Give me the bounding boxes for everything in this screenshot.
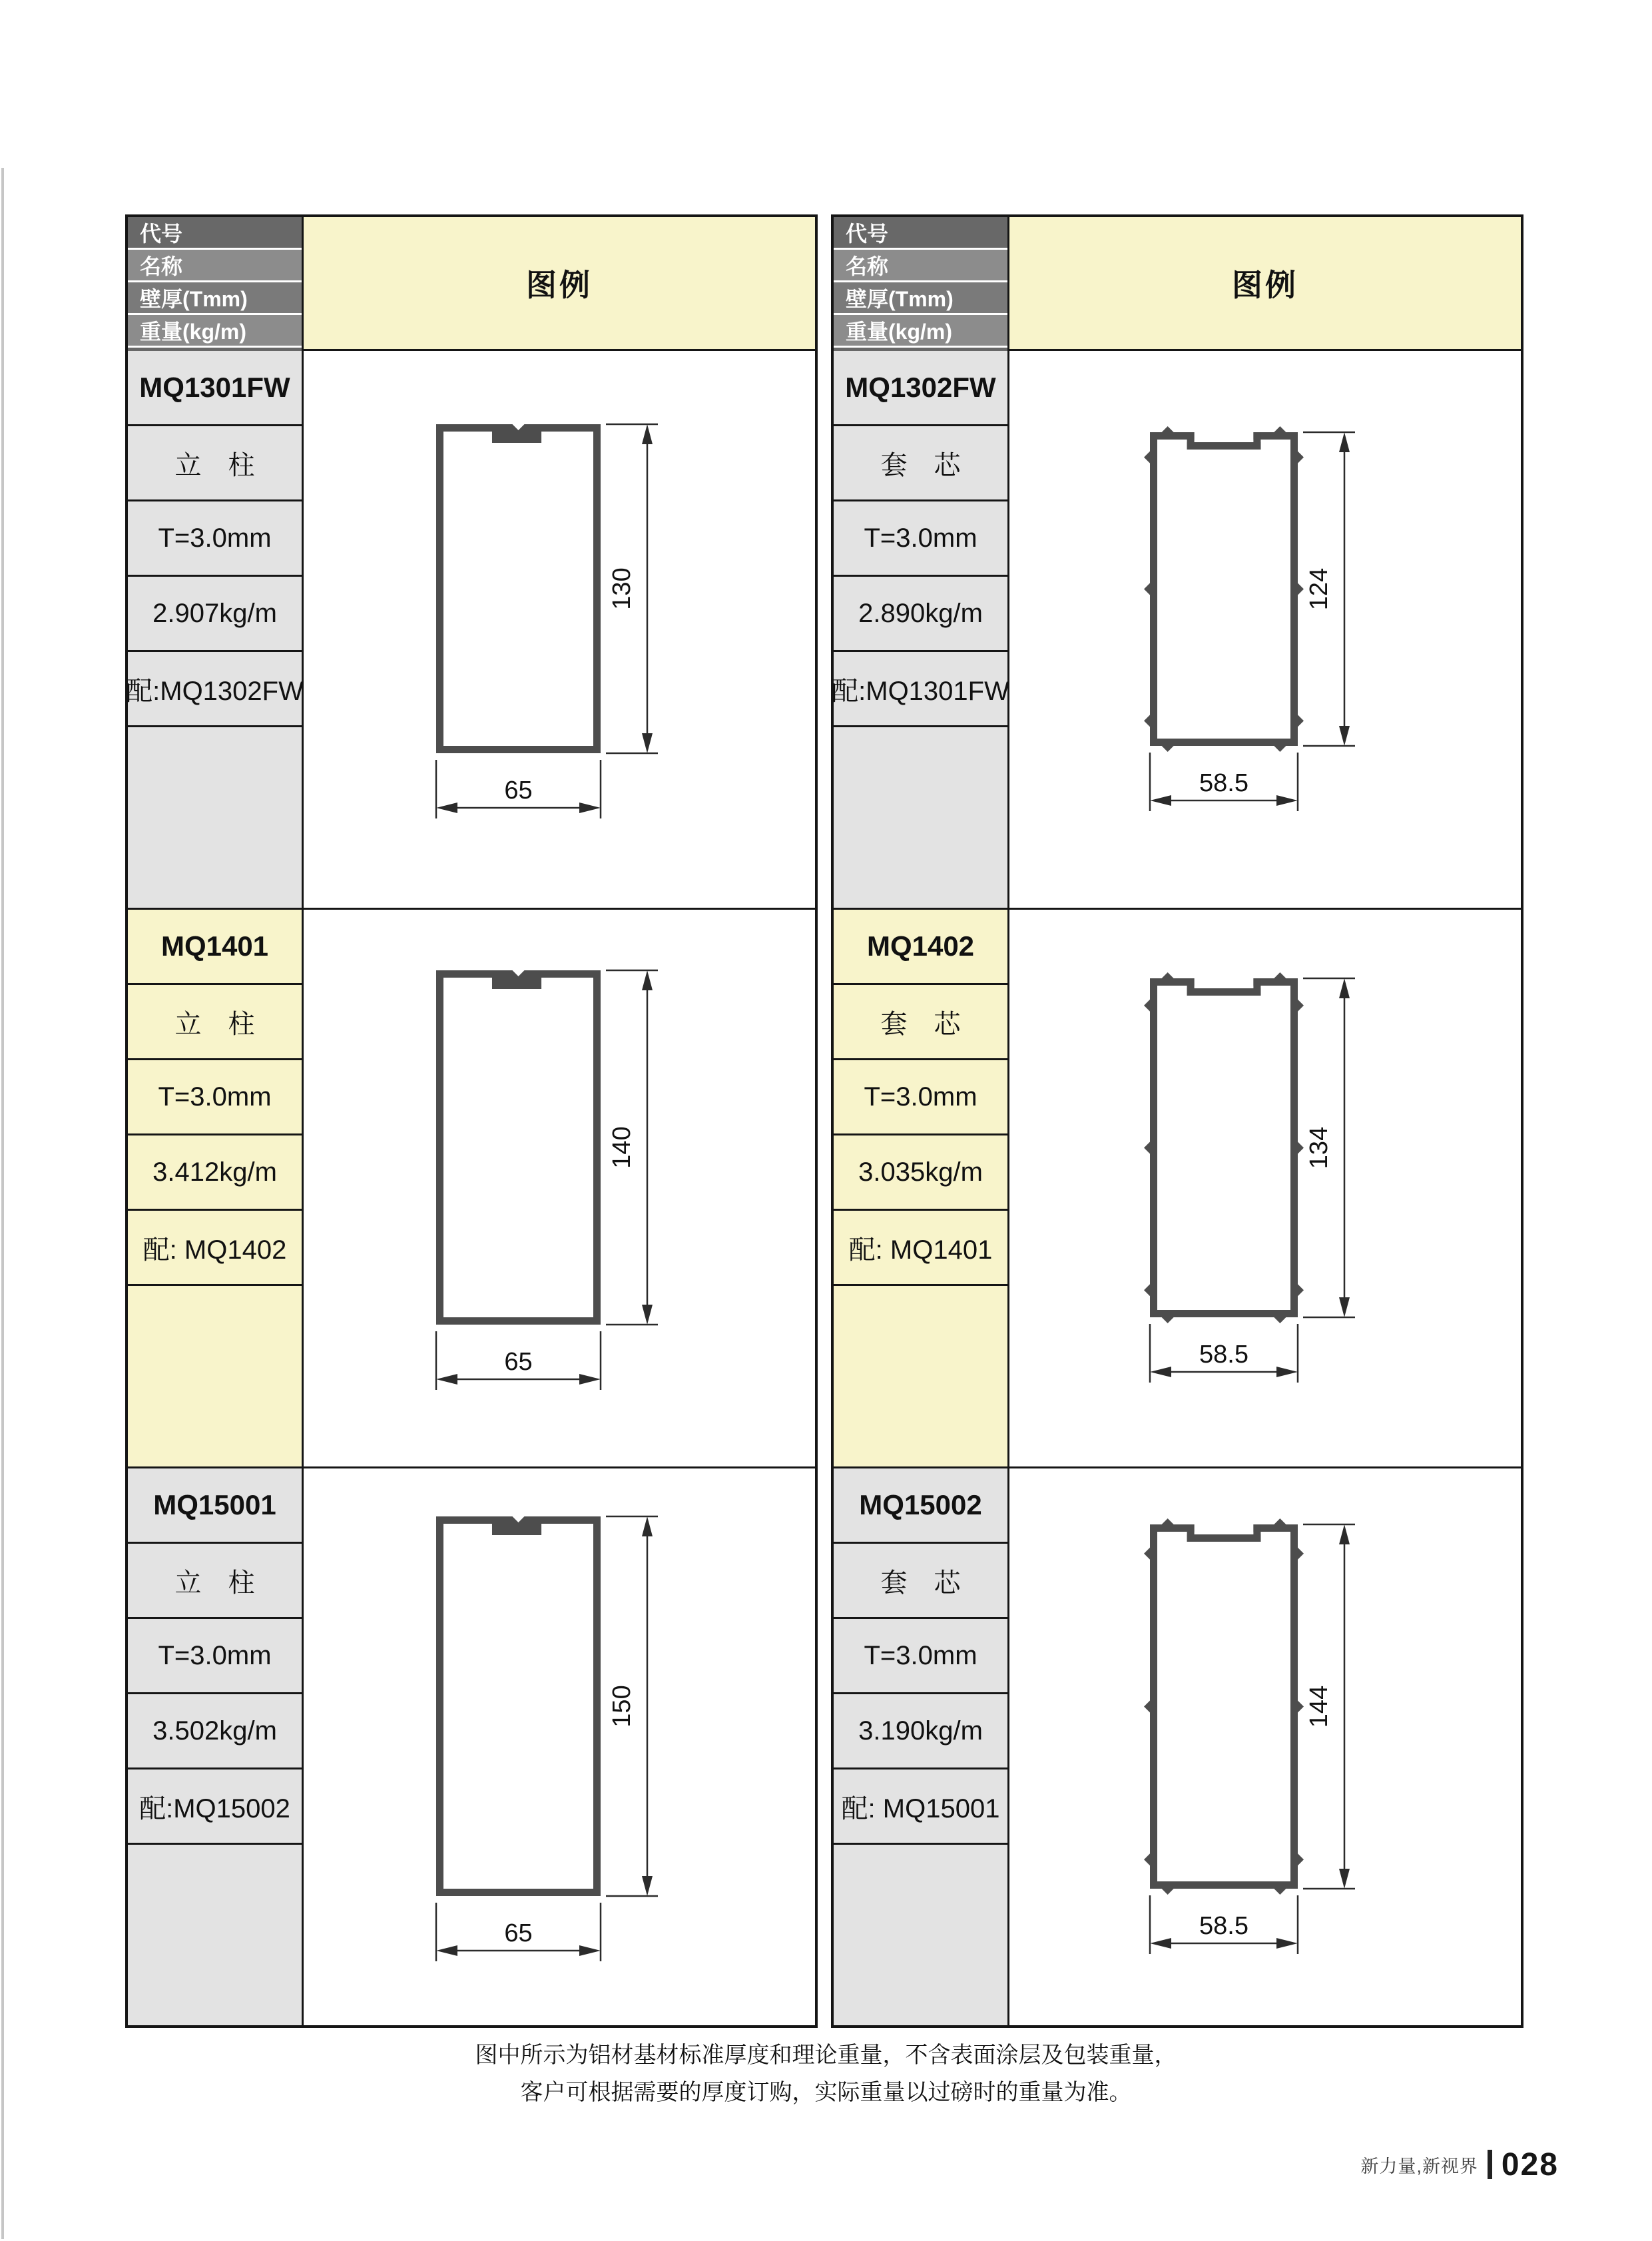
svg-text:140: 140 — [607, 1126, 636, 1169]
footer-note — [0, 2037, 1652, 2111]
product-name: 立 柱 — [128, 1544, 302, 1619]
empty-cell — [128, 1286, 302, 1466]
product-match: 配:MQ15002 — [128, 1769, 302, 1845]
product-block-mq15001 — [128, 1468, 815, 2025]
product-block-mq1402 — [834, 910, 1521, 1468]
figure-cell — [304, 1468, 815, 2025]
product-labels — [128, 910, 304, 1466]
svg-text:130: 130 — [607, 567, 636, 610]
product-labels — [834, 1468, 1009, 2025]
spec-table-right — [831, 214, 1523, 2028]
legend-header: 图例 — [1009, 217, 1521, 349]
profile-drawing — [1143, 423, 1387, 836]
legend-header: 图例 — [304, 217, 815, 349]
profile-drawing — [1143, 1515, 1387, 1979]
empty-cell — [834, 1845, 1007, 2025]
figure-cell — [304, 910, 815, 1466]
svg-text:65: 65 — [503, 1919, 533, 1947]
product-weight: 2.907kg/m — [128, 577, 302, 652]
product-thickness: T=3.0mm — [834, 501, 1007, 577]
product-code: MQ1302FW — [834, 351, 1007, 426]
svg-text:124: 124 — [1305, 567, 1333, 610]
product-block-mq1401 — [128, 910, 815, 1468]
header-row-name: 名称 — [128, 250, 302, 282]
figure-cell — [1009, 910, 1521, 1466]
header-label-column — [834, 217, 1009, 349]
product-match: 配: MQ1402 — [128, 1211, 302, 1286]
figure-cell — [304, 351, 815, 908]
empty-cell — [128, 727, 302, 908]
profile-drawing — [429, 1507, 690, 1987]
page-number: 028 — [1501, 2146, 1559, 2182]
product-name: 立 柱 — [128, 426, 302, 501]
profile-drawing — [429, 961, 690, 1415]
product-weight: 3.035kg/m — [834, 1135, 1007, 1211]
footer-brand: 新力量,新视界 — [1360, 2156, 1478, 2176]
product-name: 立 柱 — [128, 985, 302, 1060]
header-row-weight: 重量(kg/m) — [128, 315, 302, 348]
product-weight: 3.190kg/m — [834, 1694, 1007, 1769]
footer-separator — [1488, 2150, 1492, 2179]
page-edge-line — [1, 168, 4, 2239]
product-thickness: T=3.0mm — [834, 1060, 1007, 1135]
header-row-name: 名称 — [834, 250, 1007, 282]
footer-note-line2: 客户可根据需要的厚度订购，实际重量以过磅时的重量为准。 — [520, 2080, 1132, 2105]
product-name: 套 芯 — [834, 1544, 1007, 1619]
product-block-mq1302fw — [834, 351, 1521, 910]
profile-drawing — [1143, 969, 1387, 1408]
figure-cell — [1009, 351, 1521, 908]
table-header — [834, 217, 1521, 351]
table-header — [128, 217, 815, 351]
product-block-mq1301fw — [128, 351, 815, 910]
header-row-thickness: 壁厚(Tmm) — [128, 282, 302, 315]
svg-text:58.5: 58.5 — [1199, 1911, 1248, 1940]
product-thickness: T=3.0mm — [128, 1060, 302, 1135]
product-code: MQ15002 — [834, 1468, 1007, 1544]
product-match: 配: MQ1401 — [834, 1211, 1007, 1286]
svg-text:150: 150 — [607, 1685, 636, 1728]
empty-cell — [834, 727, 1007, 908]
profile-drawing — [429, 415, 690, 844]
product-code: MQ1301FW — [128, 351, 302, 426]
product-weight: 3.412kg/m — [128, 1135, 302, 1211]
product-thickness: T=3.0mm — [128, 1619, 302, 1694]
product-thickness: T=3.0mm — [834, 1619, 1007, 1694]
product-code: MQ1401 — [128, 910, 302, 985]
product-labels — [128, 351, 304, 908]
product-code: MQ15001 — [128, 1468, 302, 1544]
empty-cell — [834, 1286, 1007, 1466]
product-labels — [834, 351, 1009, 908]
product-labels — [128, 1468, 304, 2025]
product-weight: 3.502kg/m — [128, 1694, 302, 1769]
svg-text:144: 144 — [1305, 1685, 1333, 1728]
product-name: 套 芯 — [834, 985, 1007, 1060]
header-row-code: 代号 — [128, 217, 302, 250]
product-weight: 2.890kg/m — [834, 577, 1007, 652]
product-code: MQ1402 — [834, 910, 1007, 985]
svg-text:58.5: 58.5 — [1199, 1340, 1248, 1369]
svg-text:134: 134 — [1305, 1126, 1333, 1169]
svg-text:65: 65 — [503, 1348, 533, 1376]
header-label-column — [128, 217, 304, 349]
header-row-code: 代号 — [834, 217, 1007, 250]
footer-note-line1: 图中所示为铝材基材标准厚度和理论重量，不含表面涂层及包装重量， — [475, 2043, 1177, 2068]
product-match: 配: MQ15001 — [834, 1769, 1007, 1845]
product-labels — [834, 910, 1009, 1466]
empty-cell — [128, 1845, 302, 2025]
spec-table-left — [125, 214, 818, 2028]
product-match: 配:MQ1302FW — [128, 652, 302, 727]
product-thickness: T=3.0mm — [128, 501, 302, 577]
product-block-mq15002 — [834, 1468, 1521, 2025]
product-match: 配:MQ1301FW — [834, 652, 1007, 727]
svg-text:58.5: 58.5 — [1199, 769, 1248, 797]
product-name: 套 芯 — [834, 426, 1007, 501]
figure-cell — [1009, 1468, 1521, 2025]
header-row-weight: 重量(kg/m) — [834, 315, 1007, 348]
footer-pageinfo — [1360, 2148, 1559, 2180]
svg-text:65: 65 — [503, 777, 533, 804]
header-row-thickness: 壁厚(Tmm) — [834, 282, 1007, 315]
